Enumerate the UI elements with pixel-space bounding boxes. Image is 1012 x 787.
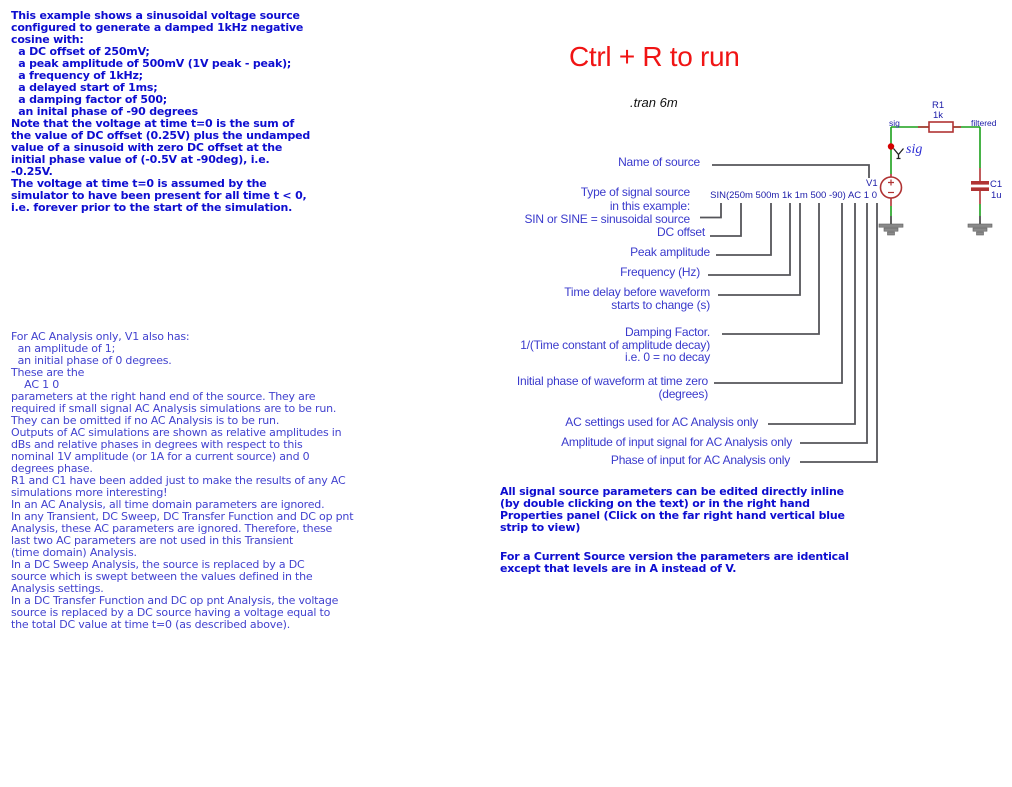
probe-label-sig[interactable]: sig [906, 142, 923, 157]
resistor-name-text[interactable]: R1 [932, 100, 945, 111]
text-line: last two AC parameters are not used in this Transient [11, 534, 294, 547]
text-line: strip to view) [500, 521, 581, 534]
text-line: except that levels are in A instead of V. [500, 562, 737, 575]
leader-time-delay [718, 203, 800, 295]
text-line: AC 1 0 [11, 378, 59, 391]
ground-left[interactable] [879, 216, 903, 235]
probe-clip-icon [894, 149, 904, 159]
source-name-text[interactable]: V1 [866, 178, 878, 189]
net-label-filtered[interactable]: filtered [971, 118, 997, 128]
text-line: (degrees) [658, 386, 708, 401]
text-line: parameters at the right hand end of the source. They are [11, 390, 316, 403]
text-line: Initial phase of waveform at time zero [516, 374, 708, 388]
wires[interactable] [891, 127, 980, 216]
text-line: a frequency of 1kHz; [11, 69, 143, 82]
run-hint-banner: Ctrl + R to run [569, 41, 740, 72]
text-line: Analysis settings. [11, 582, 104, 595]
text-line: For AC Analysis only, V1 also has: [11, 330, 190, 343]
text-line: Amplitude of input signal for AC Analysis only [561, 435, 792, 449]
text-line: These are the [11, 366, 85, 379]
text-line: All signal source parameters can be edited directly inline [500, 485, 844, 498]
text-line: Type of signal source [580, 185, 690, 199]
probe-marker[interactable] [888, 143, 904, 158]
text-line: a delayed start of 1ms; [11, 81, 158, 94]
text-line: a DC offset of 250mV; [11, 45, 150, 58]
text-line: The voltage at time t=0 is assumed by the [11, 177, 267, 190]
text-line: (time domain) Analysis. [11, 546, 137, 559]
ground-icon [879, 224, 903, 235]
callout-leader-lines [700, 165, 877, 462]
text-line: required if small signal AC Analysis simulations are to be run. [11, 402, 337, 415]
leader-name-of-source [712, 165, 869, 178]
resistor-body[interactable] [929, 122, 953, 132]
text-line: Properties panel (Click on the far right hand vertical blue [500, 509, 845, 522]
text-line: This example shows a sinusoidal voltage source [11, 9, 300, 22]
tran-directive-text[interactable]: .tran 6m [630, 95, 678, 110]
net-label-sig[interactable]: sig [889, 118, 900, 128]
text-line: an initial phase of 0 degrees. [11, 354, 172, 367]
text-line: 1/(Time constant of amplitude decay) [520, 337, 710, 352]
text-line: simulator to have been present for all time t < 0, [11, 189, 307, 202]
text-line: In any Transient, DC Sweep, DC Transfer Function and DC op pnt [11, 510, 354, 523]
text-line: source is replaced by a DC source having a voltage equal to [11, 606, 331, 619]
text-line: (by double clicking on the text) or in the right hand [500, 497, 810, 510]
text-line: They can be omitted if no AC Analysis is to be run. [11, 414, 280, 427]
text-line: Peak amplitude [630, 245, 710, 259]
resistor-r1[interactable] [918, 122, 961, 132]
text-line: an inital phase of -90 degrees [11, 105, 198, 118]
text-line: Outputs of AC simulations are shown as relative amplitudes in [11, 426, 342, 439]
text-line: i.e. forever prior to the start of the simulation. [11, 201, 293, 214]
text-line: Frequency (Hz) [620, 265, 700, 279]
text-line: cosine with: [11, 33, 84, 46]
source-value-text[interactable]: SIN(250m 500m 1k 1m 500 -90) AC 1 0 [710, 190, 877, 201]
text-line: starts to change (s) [611, 297, 710, 312]
ground-right[interactable] [968, 216, 992, 235]
text-line: initial phase value of (-0.5V at -90deg), i.e. [11, 153, 270, 166]
leader-type-of-source [700, 203, 721, 218]
text-line: Time delay before waveform [564, 285, 710, 299]
text-line: Damping Factor. [624, 325, 710, 339]
resistor-value-text[interactable]: 1k [933, 110, 944, 121]
text-line: i.e. 0 = no decay [625, 350, 710, 364]
leader-dc-offset [710, 203, 741, 236]
cap-top-plate[interactable] [971, 181, 989, 185]
text-line: In an AC Analysis, all time domain parameters are ignored. [11, 498, 325, 511]
text-line: the total DC value at time t=0 (as described above). [11, 618, 291, 631]
text-line: an amplitude of 1; [11, 342, 116, 355]
text-line: SIN or SINE = sinusoidal source [524, 212, 690, 226]
text-line: configured to generate a damped 1kHz negative [11, 21, 304, 34]
text-line: in this example: [609, 198, 690, 213]
text-line: AC settings used for AC Analysis only [565, 415, 758, 429]
text-line: source which is swept between the values defined in the [11, 570, 313, 583]
capacitor-name-text[interactable]: C1 [990, 179, 1003, 190]
voltage-source-v1[interactable] [881, 174, 902, 206]
text-line: a damping factor of 500; [11, 93, 167, 106]
text-line: Phase of input for AC Analysis only [610, 453, 790, 467]
text-line: the value of DC offset (0.25V) plus the undamped [11, 129, 311, 142]
text-line: DC offset [657, 225, 705, 239]
ground-icon [968, 224, 992, 235]
text-line: Name of source [618, 155, 700, 169]
text-line: In a DC Sweep Analysis, the source is replaced by a DC [11, 558, 305, 571]
text-line: simulations more interesting! [11, 486, 168, 499]
text-line: Analysis, these AC parameters are ignored. Therefore, these [11, 522, 333, 535]
text-line: nominal 1V amplitude (or 1A for a current source) and 0 [11, 450, 310, 463]
text-line: dBs and relative phases in degrees with respect to this [11, 438, 303, 451]
text-line: For a Current Source version the parameters are identical [500, 550, 849, 563]
text-line: degrees phase. [11, 462, 93, 475]
cap-bottom-plate[interactable] [971, 187, 989, 191]
text-line: a peak amplitude of 500mV (1V peak - peak); [11, 57, 292, 70]
text-line: value of a sinusoid with zero DC offset at the [11, 141, 283, 154]
capacitor-value-text[interactable]: 1u [991, 190, 1002, 201]
text-line: -0.25V. [11, 165, 53, 178]
leader-ac-amplitude [800, 203, 867, 443]
capacitor-c1[interactable] [971, 168, 989, 204]
text-line: R1 and C1 have been added just to make the results of any AC [11, 474, 346, 487]
text-line: In a DC Transfer Function and DC op pnt Analysis, the voltage [11, 594, 339, 607]
leader-initial-phase [714, 203, 842, 383]
text-line: Note that the voltage at time t=0 is the sum of [11, 117, 295, 130]
leader-peak-amplitude [716, 203, 771, 255]
